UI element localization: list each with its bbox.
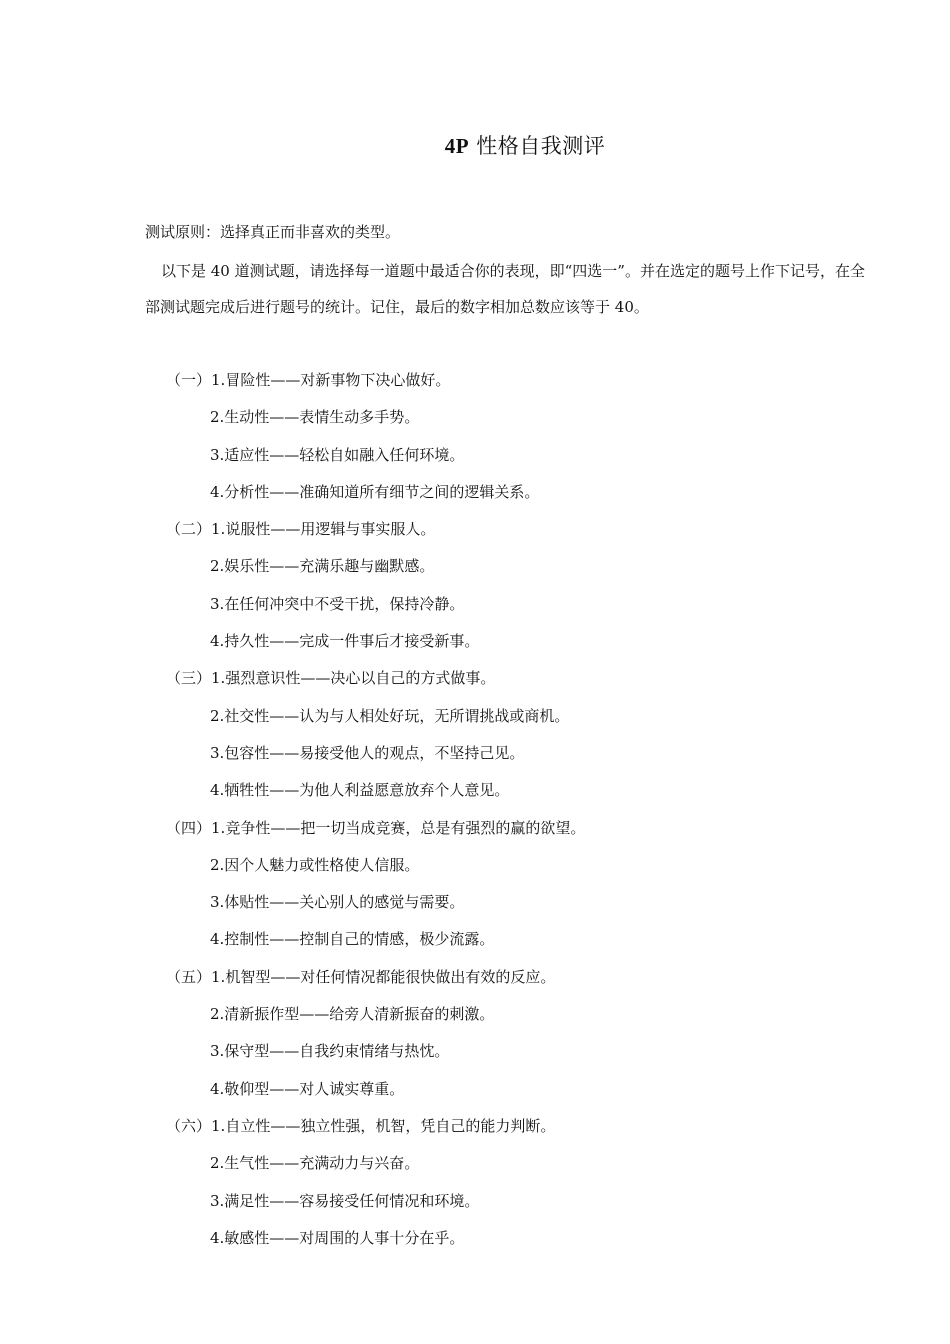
question-list bbox=[166, 362, 866, 1257]
question-option: 1.强烈意识性——决心以自己的方式做事。 bbox=[211, 669, 496, 688]
title-text-part: 性格自我测评 bbox=[469, 134, 606, 158]
page-title bbox=[0, 130, 950, 160]
question-option: 1.说服性——用逻辑与事实服人。 bbox=[211, 520, 436, 539]
question-item bbox=[166, 511, 866, 548]
question-number: （二） bbox=[166, 520, 212, 539]
question-option: 2.因个人魅力或性格使人信服。 bbox=[210, 855, 420, 874]
question-option: 1.竞争性——把一切当成竞赛，总是有强烈的赢的欲望。 bbox=[211, 818, 586, 837]
question-option: 3.适应性——轻松自如融入任何环境。 bbox=[210, 445, 465, 464]
test-instructions: 以下是 40 道测试题，请选择每一道题中最适合你的表现，即“四选一”。并在选定的题号上作下记号，在全部测试题完成后进行题号的统计。记住，最后的数字相加总数应该等于 40。 bbox=[145, 262, 865, 316]
question-option: 4.敏感性——对周围的人事十分在乎。 bbox=[210, 1228, 465, 1247]
question-option: 4.控制性——控制自己的情感，极少流露。 bbox=[210, 930, 495, 949]
question-option: 1.自立性——独立性强，机智，凭自己的能力判断。 bbox=[211, 1116, 556, 1135]
question-number: （四） bbox=[166, 818, 212, 837]
question-option: 3.包容性——易接受他人的观点，不坚持己见。 bbox=[210, 743, 525, 762]
question-option: 2.生气性——充满动力与兴奋。 bbox=[210, 1154, 420, 1173]
question-item bbox=[166, 660, 866, 697]
question-option: 4.牺牲性——为他人利益愿意放弃个人意见。 bbox=[210, 781, 510, 800]
question-option: 2.清新振作型——给旁人清新振奋的刺激。 bbox=[210, 1005, 495, 1024]
question-number: （一） bbox=[166, 371, 212, 389]
question-option: 4.敬仰型——对人诚实尊重。 bbox=[210, 1079, 405, 1098]
title-bold-part: 4P bbox=[444, 134, 470, 158]
question-item bbox=[166, 362, 866, 399]
question-option: 4.分析性——准确知道所有细节之间的逻辑关系。 bbox=[210, 482, 540, 501]
question-option: 1.机智型——对任何情况都能很快做出有效的反应。 bbox=[211, 967, 556, 986]
question-number: （六） bbox=[166, 1116, 212, 1135]
question-option: 2.娱乐性——充满乐趣与幽默感。 bbox=[210, 557, 435, 576]
test-principle: 测试原则：选择真正而非喜欢的类型。 bbox=[145, 223, 401, 241]
question-item bbox=[166, 810, 866, 847]
question-option: 2.生动性——表情生动多手势。 bbox=[210, 408, 420, 427]
question-option: 1.冒险性——对新事物下决心做好。 bbox=[211, 371, 451, 389]
question-number: （三） bbox=[166, 669, 212, 688]
question-option: 3.保守型——自我约束情绪与热忱。 bbox=[210, 1042, 450, 1061]
question-option: 3.满足性——容易接受任何情况和环境。 bbox=[210, 1191, 480, 1210]
question-option: 2.社交性——认为与人相处好玩，无所谓挑战或商机。 bbox=[210, 706, 570, 725]
question-option: 4.持久性——完成一件事后才接受新事。 bbox=[210, 632, 480, 651]
question-item bbox=[166, 959, 866, 996]
question-option: 3.在任何冲突中不受干扰，保持冷静。 bbox=[210, 594, 465, 613]
question-number: （五） bbox=[166, 967, 212, 986]
question-option: 3.体贴性——关心别人的感觉与需要。 bbox=[210, 893, 465, 912]
question-item bbox=[166, 1108, 866, 1145]
